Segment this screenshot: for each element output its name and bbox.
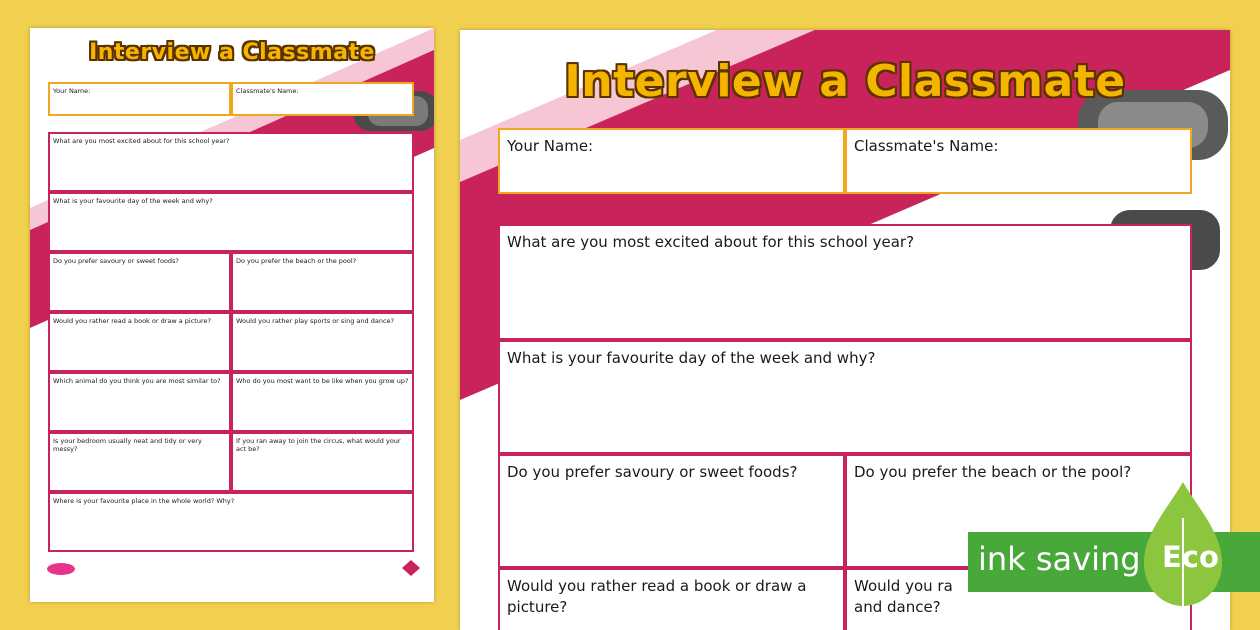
publisher-logo (46, 562, 76, 576)
question-box: What is your favourite day of the week and why? (498, 340, 1192, 454)
question-box: What is your favourite day of the week and why? (48, 192, 414, 252)
question-box: What are you most excited about for this school year? (48, 132, 414, 192)
eco-label: Eco (1162, 540, 1219, 574)
question-box: What are you most excited about for this school year? (498, 224, 1192, 340)
your-name-field: Your Name: (498, 128, 845, 194)
question-box: Who do you most want to be like when you grow up? (231, 372, 414, 432)
footer-badge-icon (398, 558, 424, 578)
classmate-name-field: Classmate's Name: (845, 128, 1192, 194)
worksheet-title: Interview a Classmate (89, 40, 375, 65)
small-worksheet-page (30, 28, 434, 602)
worksheet-title: Interview a Classmate (564, 56, 1126, 107)
question-box: Would you rather read a book or draw a picture? (48, 312, 231, 372)
question-box: Do you prefer the beach or the pool? (231, 252, 414, 312)
question-box: Would you ra and dance? (845, 568, 1192, 630)
question-box: Would you rather read a book or draw a picture? (498, 568, 845, 630)
question-box: Do you prefer savoury or sweet foods? (48, 252, 231, 312)
question-box: Would you rather play sports or sing and dance? (231, 312, 414, 372)
ink-saving-label: ink saving (978, 540, 1141, 578)
question-box: Is your bedroom usually neat and tidy or very messy? (48, 432, 231, 492)
classmate-name-field: Classmate's Name: (231, 82, 414, 116)
question-box: Do you prefer savoury or sweet foods? (498, 454, 845, 568)
question-box: Do you prefer the beach or the pool? (845, 454, 1192, 568)
question-box: Where is your favourite place in the whole world? Why? (48, 492, 414, 552)
question-box: Which animal do you think you are most similar to? (48, 372, 231, 432)
question-box: If you ran away to join the circus, what would your act be? (231, 432, 414, 492)
your-name-field: Your Name: (48, 82, 231, 116)
